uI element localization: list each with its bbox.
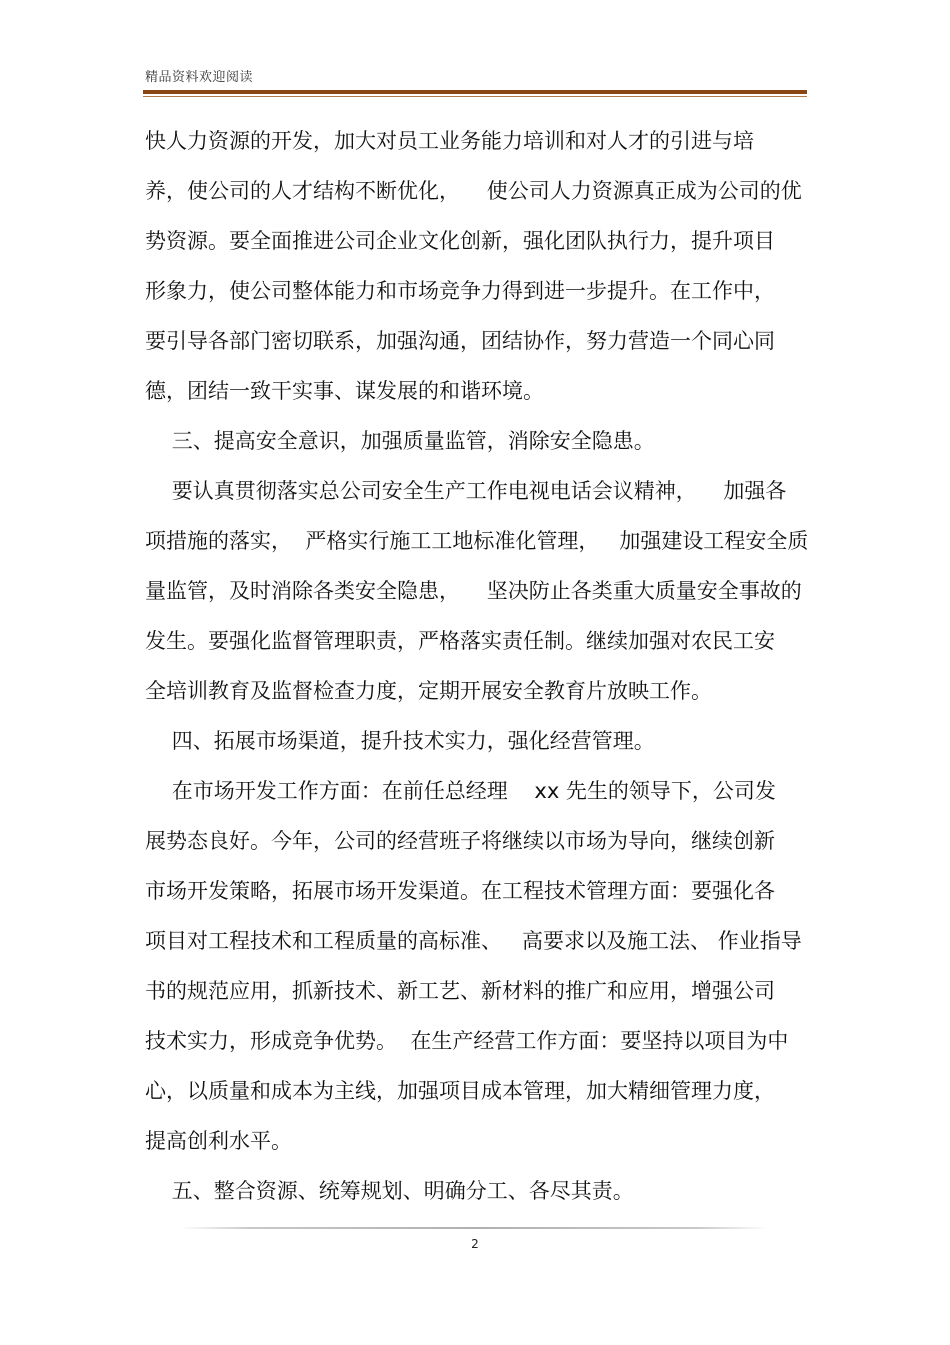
- text-line: 技术实力，形成竞争优势。 在生产经营工作方面：要坚持以项目为中: [145, 1029, 789, 1053]
- text-line: 在市场开发工作方面：在前任总经理 xx 先生的领导下，公司发: [145, 779, 776, 803]
- text-line: 全培训教育及监督检查力度，定期开展安全教育片放映工作。: [145, 679, 712, 703]
- text-line: 快人力资源的开发，加大对员工业务能力培训和对人才的引进与培: [145, 129, 754, 153]
- text-line: 要认真贯彻落实总公司安全生产工作电视电话会议精神， 加强各: [145, 479, 787, 503]
- text-line: 要引导各部门密切联系，加强沟通，团结协作，努力营造一个同心同: [145, 329, 775, 353]
- page-number: 2: [471, 1237, 479, 1251]
- text-line: 展势态良好。今年，公司的经营班子将继续以市场为导向，继续创新: [145, 829, 775, 853]
- text-line: 势资源。要全面推进公司企业文化创新，强化团队执行力，提升项目: [145, 229, 775, 253]
- text-line: 德，团结一致干实事、谋发展的和谐环境。: [145, 379, 544, 403]
- header-rule: [143, 90, 807, 94]
- section-heading: 四、拓展市场渠道，提升技术实力，强化经营管理。: [145, 729, 655, 753]
- section-heading: 五、整合资源、统筹规划、明确分工、各尽其责。: [145, 1179, 634, 1203]
- text-line: 形象力，使公司整体能力和市场竞争力得到进一步提升。在工作中，: [145, 279, 775, 303]
- text-line: 心，以质量和成本为主线，加强项目成本管理，加大精细管理力度，: [145, 1079, 775, 1103]
- text-line: 项措施的落实， 严格实行施工工地标准化管理， 加强建设工程安全质: [145, 529, 809, 553]
- text-line: 提高创利水平。: [145, 1129, 292, 1153]
- footer-rule: [180, 1227, 768, 1229]
- text-line: 项目对工程技术和工程质量的高标准、 高要求以及施工法、 作业指导: [145, 929, 802, 953]
- text-line: 市场开发策略，拓展市场开发渠道。在工程技术管理方面：要强化各: [145, 879, 775, 903]
- text-line: 养，使公司的人才结构不断优化， 使公司人力资源真正成为公司的优: [145, 179, 802, 203]
- text-line: 发生。要强化监督管理职责，严格落实责任制。继续加强对农民工安: [145, 629, 775, 653]
- header-rule-thin: [143, 96, 807, 97]
- header-text: 精品资料欢迎阅读: [145, 70, 254, 85]
- section-heading: 三、提高安全意识，加强质量监管，消除安全隐患。: [145, 429, 655, 453]
- text-line: 书的规范应用，抓新技术、新工艺、新材料的推广和应用，增强公司: [145, 979, 775, 1003]
- text-line: 量监管，及时消除各类安全隐患， 坚决防止各类重大质量安全事故的: [145, 579, 802, 603]
